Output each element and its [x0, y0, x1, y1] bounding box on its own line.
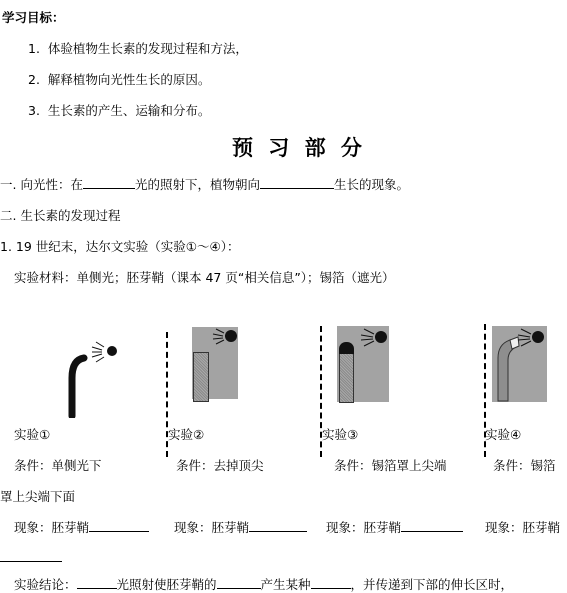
fill-blank[interactable]	[260, 176, 334, 189]
coleoptile-decapitated	[193, 352, 209, 402]
experiment-condition: 条件：去掉顶尖	[176, 458, 264, 473]
fill-blank[interactable]	[77, 576, 117, 589]
fill-blank[interactable]	[0, 549, 62, 562]
fill-blank[interactable]	[311, 576, 351, 589]
phenomenon-row	[14, 518, 149, 536]
experiment-label: 实验④	[485, 427, 522, 442]
fill-blank[interactable]	[83, 176, 135, 189]
experiment-label: 实验①	[14, 427, 51, 442]
experiment-condition: 条件：锡箔罩上尖端	[334, 458, 447, 473]
conclusion-row	[14, 575, 513, 593]
phenomenon-row	[326, 518, 463, 536]
phenomenon-label: 现象：胚芽鞘	[14, 520, 90, 535]
conclusion-text: ，并传递到下部的伸长区时，	[350, 577, 514, 592]
light-source-icon	[358, 328, 388, 350]
foil-cap	[339, 342, 354, 354]
fill-blank[interactable]	[217, 576, 261, 589]
conclusion-text: 实验结论：	[14, 577, 77, 592]
light-source-icon	[516, 328, 546, 350]
experiment-label: 实验②	[168, 427, 205, 442]
phenomenon-row	[485, 518, 560, 536]
objective-text: 解释植物向光性生长的原因。	[47, 72, 211, 87]
light-source-icon	[107, 346, 117, 356]
experiment-condition-wrap: 罩上尖端下面	[0, 489, 76, 504]
light-source-icon	[210, 328, 238, 348]
question-text: 光的照射下，植物朝向	[134, 177, 260, 192]
conclusion-text: 光照射使胚芽鞘的	[116, 577, 217, 592]
experiment-condition: 条件：单侧光下	[14, 458, 102, 473]
question-text: 一. 向光性：在	[0, 177, 83, 192]
fill-blank[interactable]	[89, 519, 149, 532]
question-text: 生长的现象。	[333, 177, 409, 192]
question-phototropism	[0, 175, 409, 193]
objectives-heading: 学习目标：	[2, 10, 65, 25]
question-subheading: 1. 19 世纪末，达尔文实验（实验①～④）：	[0, 239, 240, 254]
materials-line: 实验材料：单侧光；胚芽鞘（课本 47 页“相关信息”）；锡箔（遮光）	[14, 270, 395, 285]
experiment-label: 实验③	[322, 427, 359, 442]
objective-number: 3.	[28, 103, 40, 118]
section-title: 预 习 部 分	[232, 136, 366, 160]
experiment-condition: 条件：锡箔	[493, 458, 556, 473]
question-heading: 二. 生长素的发现过程	[0, 208, 121, 223]
conclusion-text: 产生某种	[260, 577, 311, 592]
objective-text: 体验植物生长素的发现过程和方法，	[47, 41, 248, 56]
objective-item	[28, 39, 248, 57]
fill-blank[interactable]	[249, 519, 307, 532]
phenomenon-label: 现象：胚芽鞘	[485, 520, 561, 535]
phenomenon-label: 现象：胚芽鞘	[174, 520, 250, 535]
objective-item	[28, 101, 210, 119]
objective-text: 生长素的产生、运输和分布。	[47, 103, 211, 118]
objective-number: 1.	[28, 41, 40, 56]
objective-number: 2.	[28, 72, 40, 87]
fill-blank[interactable]	[401, 519, 463, 532]
objective-item	[28, 70, 210, 88]
phenomenon-label: 现象：胚芽鞘	[326, 520, 402, 535]
phenomenon-row	[174, 518, 307, 536]
coleoptile-bent-icon	[62, 338, 122, 418]
